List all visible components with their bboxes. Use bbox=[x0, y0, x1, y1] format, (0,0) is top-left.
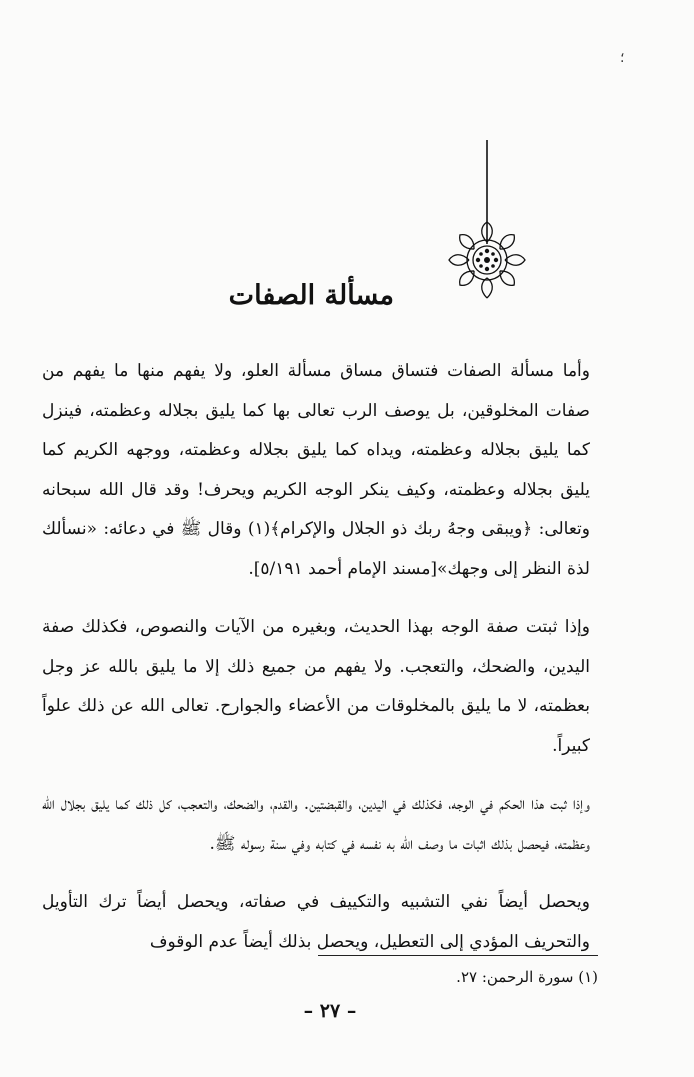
paragraph: ويحصل أيضاً نفي التشبيه والتكييف في صفاته، ويحصل أيضاً ترك التأويل والتحريف المؤدي إلى التعطيل، ويحصل بذلك أيضاً عدم الوقوف bbox=[42, 892, 590, 952]
floral-ornament bbox=[437, 140, 537, 300]
corner-mark: ؛ bbox=[620, 50, 625, 66]
body-text bbox=[42, 352, 590, 962]
paragraph: وإذا ثبتت صفة الوجه بهذا الحديث، وبغيره من الآيات والنصوص، فكذلك صفة اليدين، والضحك، والتعجب. ولا يفهم من جميع ذلك إلا ما يليق بالله عز وجل بعظمته، لا ما يليق بالمخلوقات من الأعضاء والجوارح. تعالى الله عن ذلك علواً كبيراً. bbox=[42, 617, 590, 756]
paragraph: وإذا ثبت هذا الحكم في الوجه، فكذلك في اليدين، والقبضتين. والقدم، والضحك، والتعجب، كل ذلك كما يليق بجلال الله وعظمته، فيحصل بذلك اثبات ما وصف الله به نفسه في كتابه وفي سنة رسوله ﷺ. bbox=[42, 794, 590, 854]
page-title: مسألة الصفات bbox=[228, 280, 394, 311]
footnote: (١) سورة الرحمن: ٢٧. bbox=[456, 968, 598, 986]
page-number: – ٢٧ – bbox=[303, 1000, 357, 1022]
footnote-divider bbox=[318, 955, 598, 956]
paragraph: وأما مسألة الصفات فتساق مساق مسألة العلو، ولا يفهم منها ما يفهم من صفات المخلوقين، بل يوصف الرب تعالى بها كما يليق بجلاله وعظمته، فينزل كما يليق بجلاله وعظمته، ويداه كما يليق بجلاله وعظمته، ووجهه الكريم كما يليق بجلاله وعظمته، وكيف ينكر الوجه الكريم ويحرف! وقد قال الله سبحانه وتعالى: ﴿ويبقى وجهُ ربك ذو الجلال والإكرام﴾(١) وقال ﷺ في دعائه: «نسألك لذة النظر إلى وجهك»[مسند الإمام أحمد ٥/١٩١]. bbox=[42, 361, 590, 579]
